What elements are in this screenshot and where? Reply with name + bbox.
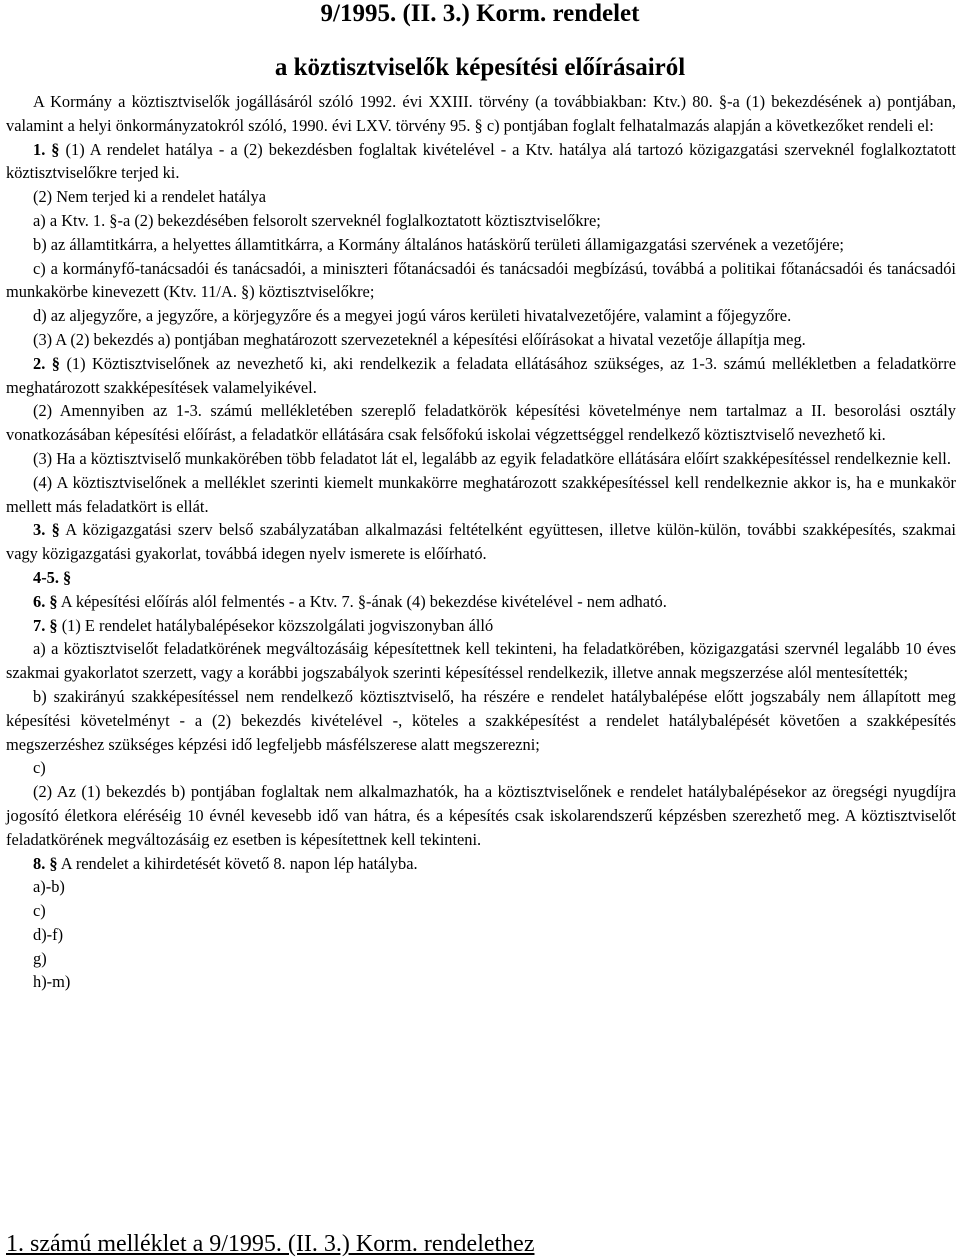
section-1-para-2: (2) Nem terjed ki a rendelet hatálya <box>33 187 266 207</box>
section-1-point-c: c) a kormányfő-tanácsadói és tanácsadói, a miniszteri főtanácsadói és tanácsadói megbízású, továbbá a politikai főtanácsadói és tanácsadói munkakörbe kinevezett (Ktv. 11/A. §) köztisztviselőkre; <box>6 258 956 302</box>
section-1-number: 1. § <box>33 139 60 159</box>
section-3 <box>6 518 956 566</box>
section-7-point-c: c) <box>33 758 46 778</box>
section-7-number: 7. § <box>33 615 58 635</box>
section-8-list-item: a)-b) <box>33 877 65 897</box>
section-7-para-1 <box>6 614 956 638</box>
section-8-list-item: c) <box>33 901 46 921</box>
section-1-point-d: d) az aljegyzőre, a jegyzőre, a körjegyzőre és a megyei jogú város kerületi hivatalvezetőjére, valamint a főjegyzőre. <box>33 306 792 326</box>
section-8-text: A rendelet a kihirdetését követő 8. napon lép hatályba. <box>57 853 418 873</box>
regulation-number-title: 9/1995. (II. 3.) Korm. rendelet <box>320 0 640 27</box>
section-1-point-a: a) a Ktv. 1. §-a (2) bekezdésében felsorolt szerveknél foglalkoztatott köztisztviselőkre; <box>33 210 601 230</box>
annex-1-heading: 1. számú melléklet a 9/1995. (II. 3.) Korm. rendelethez <box>6 1231 535 1257</box>
regulation-body <box>6 90 956 994</box>
section-8-list-item: g) <box>33 948 47 968</box>
preamble: A Kormány a köztisztviselők jogállásáról szóló 1992. évi XXIII. törvény (a továbbiakban: Ktv.) 80. §-a (1) bekezdésének a) pontjában, valamint a helyi önkormányzatokról szóló, 1990. évi LXV. törvény 95. § c) pontjában foglalt felhatalmazás alapján a következőket rendeli el: <box>6 92 956 135</box>
section-1-para-1 <box>6 138 956 186</box>
section-7-point-a: a) a köztisztviselőt feladatkörének megváltozásáig képesítettnek kell tekinteni, ha feladatkörében, közigazgatási szervnél legalább 10 éves szakmai gyakorlatot szerzett, vagy a korábbi jogszabályok szerinti képesítéssel rendelkezik, illetve annak megszerzése alól mentesítették; <box>6 639 956 683</box>
section-1-para-3: (3) A (2) bekezdés a) pontjában meghatározott szervezeteknél a képesítési előírásokat a hivatal vezetője állapítja meg. <box>33 329 806 349</box>
section-8-number: 8. § <box>33 853 58 873</box>
section-2-para-4: (4) A köztisztviselőnek a melléklet szerinti kiemelt munkakörre meghatározott szakképesítéssel kell rendelkeznie akkor is, ha e munkakör mellett más feladatkört is ellát. <box>6 472 956 516</box>
section-2-para-1-text: (1) Köztisztviselőnek az nevezhető ki, aki rendelkezik a feladata ellátásához szükséges, az 1-3. számú mellékletben a feladatkörre meghatározott szakképesítések valamelyikével. <box>6 353 956 397</box>
section-3-text: A közigazgatási szerv belső szabályzatában alkalmazási feltételként együttesen, illetve külön-külön, további szakképesítés, szakmai vagy közigazgatási gyakorlat, továbbá idegen nyelv ismerete is előírható. <box>6 520 956 564</box>
section-4-5-number: 4-5. § <box>33 567 72 587</box>
section-6-number: 6. § <box>33 591 58 611</box>
section-8-list-item: h)-m) <box>33 972 71 992</box>
section-1-para-1-text: (1) A rendelet hatálya - a (2) bekezdésben foglaltak kivételével - a Ktv. hatálya alá tartozó közigazgatási szerveknél foglalkoztatott köztisztviselőkre terjed ki. <box>6 139 956 183</box>
section-4-5 <box>6 566 956 590</box>
section-6-text: A képesítési előírás alól felmentés - a Ktv. 7. §-ának (4) bekezdése kivételével - nem adható. <box>57 591 667 611</box>
section-8-list-item: d)-f) <box>33 924 64 944</box>
section-2-para-2: (2) Amennyiben az 1-3. számú mellékletében szereplő feladatkörök képesítési követelménye nem tartalmaz a II. besorolási osztály vonatkozásában képesítési előírást, a feladatkör ellátására csak felsőfokú iskolai végzettséggel rendelkező köztisztviselő nevezhető ki. <box>6 401 956 445</box>
regulation-subtitle: a köztisztviselők képesítési előírásairól <box>274 54 686 81</box>
section-7-point-b: b) szakirányú szakképesítéssel nem rendelkező köztisztviselő, ha részére e rendelet hatálybalépése előtt jogszabály nem állapított meg képesítési követelményt - a (2) bekezdés kivételével -, köteles a szakképesítést a rendelet hatálybalépését követően a szakképesítés megszerzéshez szükséges képzési idő legfeljebb másfélszerese alatt megszerezni; <box>6 686 956 754</box>
section-6 <box>6 590 956 614</box>
section-7-para-2: (2) Az (1) bekezdés b) pontjában foglaltak nem alkalmazhatók, ha a köztisztviselőnek e rendelet hatálybalépésekor az öregségi nyugdíjra jogosító életkora eléréséig 10 évnél kevesebb idő van hátra, és a képesítés csak iskolarendszerű képzésben szerezhető meg. A köztisztviselőt feladatkörének megváltozásáig ez esetben is képesítettnek kell tekinteni. <box>6 782 956 849</box>
section-2-para-1 <box>6 352 956 400</box>
section-2-para-3: (3) Ha a köztisztviselő munkakörében több feladatot lát el, legalább az egyik feladatköre ellátására előírt szakképesítéssel rendelkeznie kell. <box>33 448 951 468</box>
section-8 <box>6 852 956 876</box>
section-7-para-1-text: (1) E rendelet hatálybalépésekor közszolgálati jogviszonyban álló <box>57 615 494 635</box>
section-1-point-b: b) az államtitkárra, a helyettes államtitkárra, a Kormány általános hatáskörű területi államigazgatási szervének a vezetőjére; <box>33 234 844 254</box>
section-2-number: 2. § <box>33 353 60 373</box>
section-3-number: 3. § <box>33 520 60 540</box>
